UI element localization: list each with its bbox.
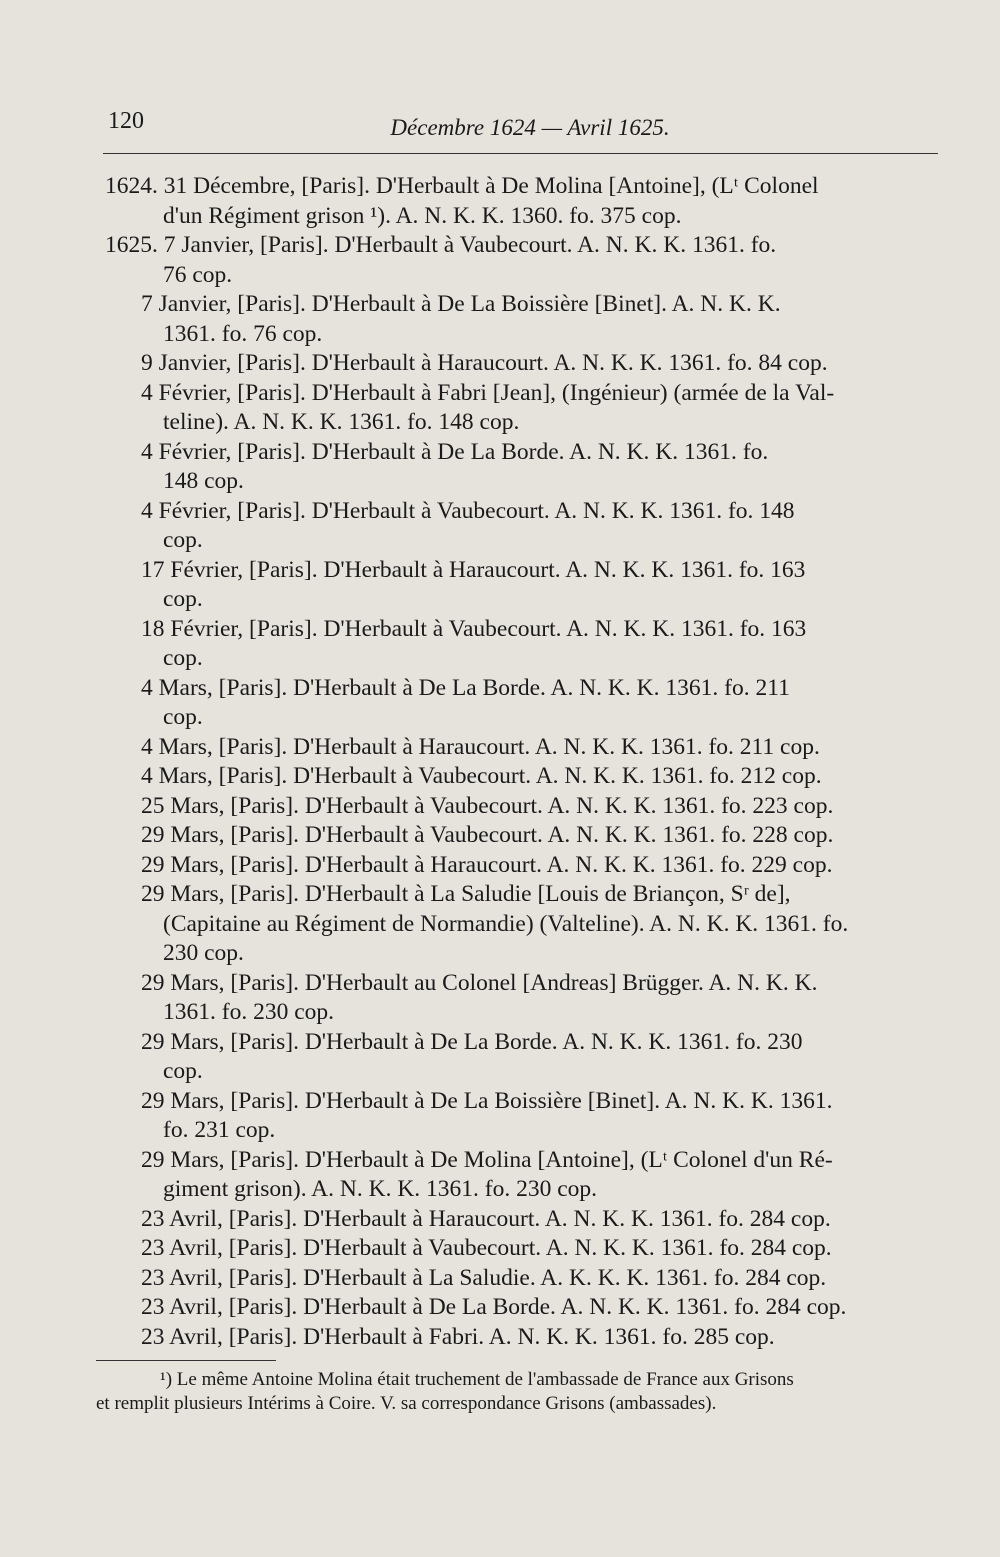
calendar-entry <box>105 172 940 231</box>
calendar-entry <box>105 497 940 556</box>
entry-line: 29 Mars, [Paris]. D'Herbault à De La Boissière [Binet]. A. N. K. K. 1361. <box>141 1087 833 1114</box>
calendar-entry <box>105 1293 940 1323</box>
entry-line: cop. <box>163 1058 203 1084</box>
calendar-entry <box>105 1146 940 1205</box>
entry-line: 23 Avril, [Paris]. D'Herbault à Fabri. A. N. K. K. 1361. fo. 285 cop. <box>141 1323 775 1350</box>
entry-line: (Capitaine au Régiment de Normandie) (Valteline). A. N. K. K. 1361. fo. <box>163 910 849 937</box>
entry-line: 23 Avril, [Paris]. D'Herbault à De La Borde. A. N. K. K. 1361. fo. 284 cop. <box>141 1294 847 1320</box>
calendar-entry <box>105 438 940 497</box>
entry-line: 17 Février, [Paris]. D'Herbault à Haraucourt. A. N. K. K. 1361. fo. 163 <box>141 556 806 583</box>
entry-line: 4 Février, [Paris]. D'Herbault à Fabri [Jean], (Ingénieur) (armée de la Val- <box>141 379 835 406</box>
calendar-entry <box>105 290 940 349</box>
entry-list <box>105 172 940 1352</box>
calendar-entry <box>105 349 940 379</box>
entry-line: 1361. fo. 230 cop. <box>163 999 335 1025</box>
entry-line: 230 cop. <box>163 940 244 966</box>
calendar-entry <box>105 880 940 969</box>
calendar-entry <box>105 762 940 792</box>
calendar-entry <box>105 1028 940 1087</box>
entry-line: 4 Mars, [Paris]. D'Herbault à De La Borde. A. N. K. K. 1361. fo. 211 <box>141 674 790 701</box>
calendar-entry <box>105 1323 940 1353</box>
calendar-entry <box>105 792 940 822</box>
entry-line: cop. <box>163 645 203 671</box>
entry-line: 1624. 31 Décembre, [Paris]. D'Herbault à De Molina [Antoine], (Lᵗ Colonel <box>105 173 819 199</box>
calendar-entry <box>105 674 940 733</box>
calendar-entry <box>105 615 940 674</box>
calendar-entry <box>105 231 940 290</box>
entry-line: 29 Mars, [Paris]. D'Herbault à De Molina [Antoine], (Lᵗ Colonel d'un Ré- <box>141 1146 833 1173</box>
entry-line: 25 Mars, [Paris]. D'Herbault à Vaubecourt. A. N. K. K. 1361. fo. 223 cop. <box>141 792 834 819</box>
entry-line: d'un Régiment grison ¹). A. N. K. K. 1360. fo. 375 cop. <box>163 202 682 229</box>
entry-line: giment grison). A. N. K. K. 1361. fo. 230 cop. <box>163 1176 598 1202</box>
calendar-entry <box>105 821 940 851</box>
entry-line: cop. <box>163 586 203 612</box>
entry-line: 23 Avril, [Paris]. D'Herbault à Haraucourt. A. N. K. K. 1361. fo. 284 cop. <box>141 1205 831 1232</box>
entry-line: cop. <box>163 527 203 553</box>
footnote-rule <box>96 1360 276 1361</box>
entry-line: 23 Avril, [Paris]. D'Herbault à La Saludie. A. K. K. K. 1361. fo. 284 cop. <box>141 1264 827 1291</box>
page-number: 120 <box>108 108 144 134</box>
calendar-entry <box>105 851 940 881</box>
entry-line: 29 Mars, [Paris]. D'Herbault au Colonel [Andreas] Brügger. A. N. K. K. <box>141 969 818 996</box>
calendar-entry <box>105 969 940 1028</box>
entry-line: 9 Janvier, [Paris]. D'Herbault à Haraucourt. A. N. K. K. 1361. fo. 84 cop. <box>141 350 828 376</box>
entry-line: 23 Avril, [Paris]. D'Herbault à Vaubecourt. A. N. K. K. 1361. fo. 284 cop. <box>141 1235 832 1261</box>
entry-line: 4 Mars, [Paris]. D'Herbault à Haraucourt. A. N. K. K. 1361. fo. 211 cop. <box>141 733 820 760</box>
calendar-entry <box>105 1205 940 1235</box>
calendar-entry <box>105 556 940 615</box>
calendar-entry <box>105 379 940 438</box>
footnote-line-1: ¹) Le même Antoine Molina était truchement de l'ambassade de France aux Grisons <box>160 1369 794 1390</box>
entry-line: 1361. fo. 76 cop. <box>163 320 323 347</box>
entry-line: fo. 231 cop. <box>163 1117 276 1143</box>
entry-line: cop. <box>163 704 203 730</box>
header-rule <box>103 153 938 154</box>
entry-line: 29 Mars, [Paris]. D'Herbault à La Saludie [Louis de Briançon, Sʳ de], <box>141 881 791 907</box>
entry-line: 4 Février, [Paris]. D'Herbault à De La Borde. A. N. K. K. 1361. fo. <box>141 438 769 465</box>
entry-line: 76 cop. <box>163 261 233 288</box>
entry-line: 29 Mars, [Paris]. D'Herbault à Vaubecourt. A. N. K. K. 1361. fo. 228 cop. <box>141 822 834 848</box>
entry-line: 18 Février, [Paris]. D'Herbault à Vaubecourt. A. N. K. K. 1361. fo. 163 <box>141 615 807 642</box>
calendar-entry <box>105 1087 940 1146</box>
entry-line: 4 Mars, [Paris]. D'Herbault à Vaubecourt. A. N. K. K. 1361. fo. 212 cop. <box>141 763 822 789</box>
entry-line: 4 Février, [Paris]. D'Herbault à Vaubecourt. A. N. K. K. 1361. fo. 148 <box>141 497 795 524</box>
calendar-entry <box>105 1234 940 1264</box>
entry-line: 7 Janvier, [Paris]. D'Herbault à De La Boissière [Binet]. A. N. K. K. <box>141 291 781 317</box>
footnote <box>96 1368 936 1416</box>
entry-line: teline). A. N. K. K. 1361. fo. 148 cop. <box>163 409 520 435</box>
entry-line: 148 cop. <box>163 468 244 494</box>
entry-line: 29 Mars, [Paris]. D'Herbault à Haraucourt. A. N. K. K. 1361. fo. 229 cop. <box>141 851 833 878</box>
footnote-line-2: et remplit plusieurs Intérims à Coire. V. sa correspondance Grisons (ambassades). <box>96 1393 717 1414</box>
entry-line: 1625. 7 Janvier, [Paris]. D'Herbault à Vaubecourt. A. N. K. K. 1361. fo. <box>105 232 777 258</box>
calendar-entry <box>105 1264 940 1294</box>
calendar-entry <box>105 733 940 763</box>
running-title: Décembre 1624 — Avril 1625. <box>390 115 670 140</box>
entry-line: 29 Mars, [Paris]. D'Herbault à De La Borde. A. N. K. K. 1361. fo. 230 <box>141 1028 803 1055</box>
